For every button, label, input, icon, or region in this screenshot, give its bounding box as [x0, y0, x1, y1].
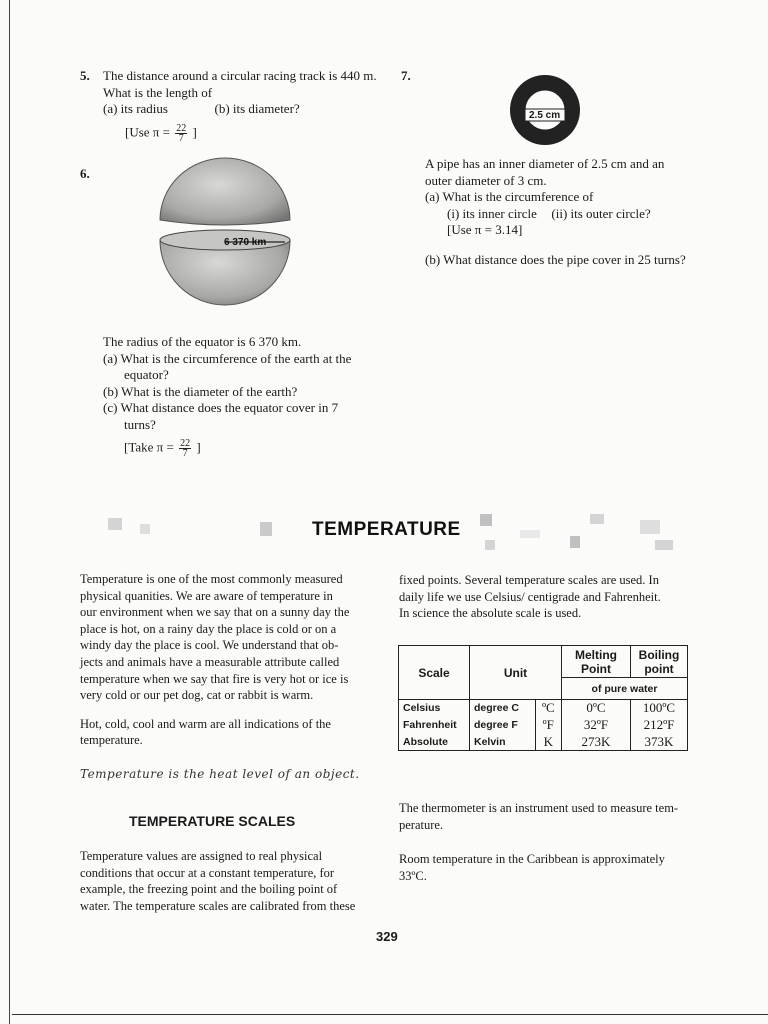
left-column — [80, 571, 375, 749]
handwritten-note: Temperature is the heat level of an object. — [80, 767, 360, 781]
header-unit: Unit — [470, 646, 562, 700]
subheading: TEMPERATURE SCALES — [129, 813, 296, 829]
header-scale: Scale — [399, 646, 470, 700]
page-number: 329 — [376, 929, 398, 944]
indications-paragraph: Hot, cold, cool and warm are all indications of the temperature. — [80, 716, 331, 748]
question-number: 5. — [80, 68, 90, 83]
q6-part-a-cont: equator? — [124, 367, 169, 382]
question-5 — [80, 68, 380, 143]
earth-hemispheres-figure — [155, 150, 295, 310]
room-temperature-paragraph: Room temperature in the Caribbean is approximately 33ºC. — [399, 852, 665, 883]
question-6-number: 6. — [80, 166, 90, 181]
q5-line1: The distance around a circular racing track is 440 m. — [103, 68, 377, 83]
temperature-scales-table — [398, 645, 688, 751]
table-row: Absolute Kelvin K 273K 373K — [399, 734, 688, 751]
q6-part-b: (b) What is the diameter of the earth? — [103, 383, 298, 399]
q6-part-a: (a) What is the circumference of the earth at the — [103, 350, 352, 366]
question-6-text — [103, 334, 383, 458]
question-7-text — [425, 156, 725, 268]
q7-line1: A pipe has an inner diameter of 2.5 cm and an — [425, 156, 665, 171]
table-row: Celsius degree C ºC 0ºC 100ºC — [399, 700, 688, 717]
q6-line1: The radius of the equator is 6 370 km. — [103, 334, 302, 349]
section-title: TEMPERATURE — [312, 519, 461, 540]
q6-part-c: (c) What distance does the equator cover in 7 — [103, 400, 339, 415]
q7-part-a-ii: (ii) its outer circle? — [551, 205, 651, 221]
q7-use: [Use π = 3.14] — [447, 222, 523, 237]
q5-use: [Use π = $\frac{22}{7}$ ] — [125, 122, 197, 144]
upper-hemisphere — [160, 158, 290, 225]
intro-paragraph: Temperature is one of the most commonly measured physical quanities. We are aware of temperature in our environment when we say that on a sunny day the place is hot, on a rainy day the place is cold or on a windy day the place is cool. We understand that ob- jects and animals have a measurable attribute called temperature when we say that fire is very hot or ice is very cold or our pet dog, cat or rabbit is warm. — [80, 572, 350, 703]
header-pure-water: of pure water — [562, 678, 688, 700]
q7-part-a-i: (i) its inner circle — [447, 205, 537, 221]
pipe-diameter-label: 2.5 cm — [529, 110, 561, 121]
q5-part-a: (a) its radius — [103, 101, 168, 116]
q7-line2: outer diameter of 3 cm. — [425, 172, 547, 188]
margin-line — [9, 0, 10, 1024]
q5-part-b: (b) its diameter? — [214, 101, 300, 116]
thermometer-paragraph: The thermometer is an instrument used to measure tem- perature. — [399, 801, 679, 832]
header-boiling: Boiling point — [631, 646, 688, 678]
bottom-rule — [12, 1014, 768, 1015]
header-melting: Melting Point — [562, 646, 631, 678]
fixed-points-paragraph: fixed points. Several temperature scales are used. In daily life we use Celsius/ centigrade and Fahrenheit. In science the absolute scale is used. — [399, 573, 661, 621]
question-7-number: 7. — [401, 68, 411, 83]
q7-subparts — [447, 206, 725, 223]
q5-parts — [103, 101, 380, 118]
q6-part-c-cont: turns? — [124, 416, 156, 432]
q7-part-b: (b) What distance does the pipe cover in 25 turns? — [425, 251, 686, 267]
fraction: $\frac{22}{7}$ — [176, 122, 187, 144]
scales-paragraph: Temperature values are assigned to real physical conditions that occur at a constant temperature, for example, the freezing point and the boiling point of water. The temperature scales are calibrated from these — [80, 849, 356, 913]
fraction: $\frac{22}{7}$ — [180, 438, 191, 459]
globe-radius-label: 6 370 km — [224, 237, 267, 248]
q7-part-a: (a) What is the circumference of — [425, 189, 594, 204]
q6-take: [Take π = $\frac{22}{7}$ ] — [124, 438, 201, 459]
table-row: Fahrenheit degree F ºF 32ºF 212ºF — [399, 717, 688, 734]
q5-line2: What is the length of — [103, 84, 213, 100]
